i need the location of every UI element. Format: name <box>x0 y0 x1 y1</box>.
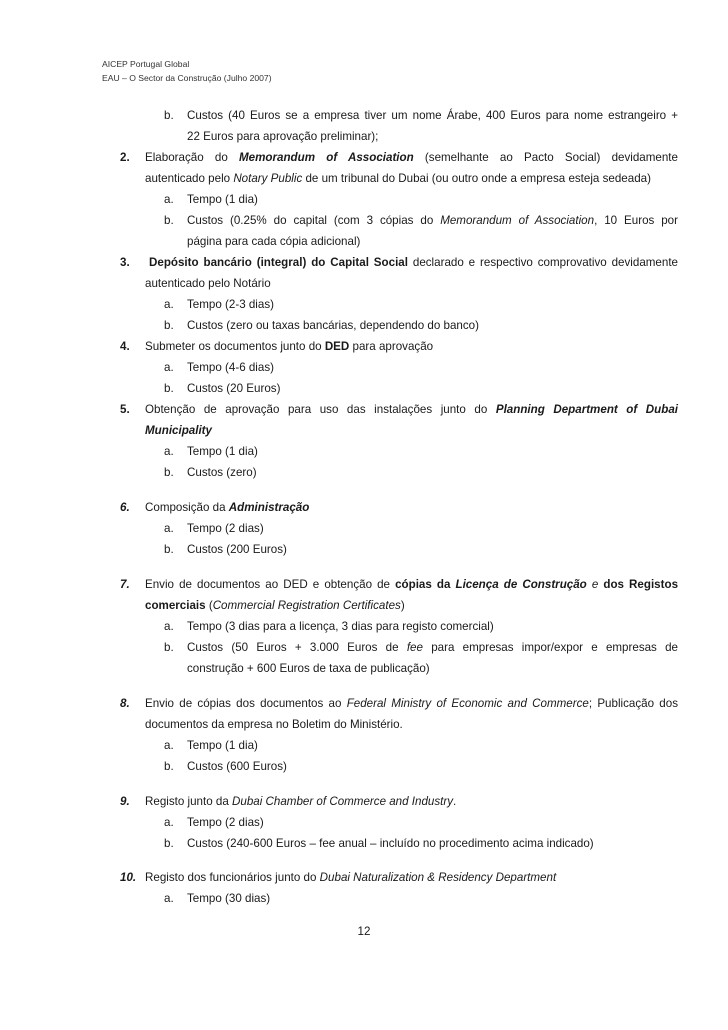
item-number: 6. <box>120 501 130 514</box>
item-text: Registo dos funcionários junto do Dubai Naturalization & Residency Department <box>145 871 557 884</box>
item-text: Obtenção de aprovação para uso das instalações junto do Planning Department of Dubai <box>145 403 678 416</box>
item-text: Envio de documentos ao DED e obtenção de cópias da Licença de Construção e dos Registos <box>145 578 679 591</box>
page-number: 12 <box>357 925 371 938</box>
sub-letter: b. <box>164 109 174 122</box>
sub-text: Custos (40 Euros se a empresa tiver um nome Árabe, 400 Euros para nome estrangeiro + <box>187 109 678 122</box>
item-text: Depósito bancário (integral) do Capital Social declarado e respectivo comprovativo devidamente <box>149 256 678 269</box>
header-organization: AICEP Portugal Global <box>102 59 190 69</box>
item-text: Submeter os documentos junto do DED para aprovação <box>145 340 434 353</box>
document-page: AICEP Portugal Global EAU – O Sector da Construção (Julho 2007) b. Custos (40 Euros se a empresa tiver um nome Árabe, 400 Euros para nome estrangeiro + 22 Euros para aprovação preliminar); 2. Elaboração do Memorandum of Association (semelhante ao Pacto Social) devidamente autenticado pelo Notary Public de um tribunal do Dubai (ou outro onde a empresa esteja sedeada) a. Tempo (1 dia) b. Custos (0.25% do capital (com 3 cópias do Memorandum of Association, 10 Euros por página para cada cópia adicional) 3. Depósito bancário (integral) do Capital Social declarado e respectivo comprovativo devidamente autenticado pelo Notário a. Tempo (2-3 dias) b. Custos (zero ou taxas bancárias, dependendo do banco) 4. Submeter os documentos junto do DED para aprovação a. Tempo (4-6 dias) b. Custos (20 Euros) 5. Obtenção de aprovação para uso das instalações junto do Planning Department of Dubai Municipality a. Tempo (1 dia) b. Custos (zero) 6. Composição da Administração a. Tempo (2 dias) b. Custos (200 Euros) 7. Envio de documentos ao DED e obtenção de cópias da Licença de Construção e dos Registos comerciais (Commercial Registration Certificates) a. Tempo (3 dias para a licença, 3 dias para registo comercial) b. Custos (50 Euros + 3.000 Euros de fee para empresas impor/expor e empresas de construção + 600 Euros de taxa de publicação) 8. Envio de cópias dos documentos ao Federal Ministry of Economic and Commerce; Publicação dos documentos da empresa no Boletim do Ministério. a. Tempo (1 dia) b. Custos (600 Euros) 9. Registo junto da Dubai Chamber of Commerce and Industry. a. Tempo (2 dias) b. Custos (240-600 Euros – fee anual – incluído no procedimento acima indicado) 10. Registo dos funcionários junto do Dubai Naturalization & Residency Department a. Tempo (30 dias) 12 <box>0 0 728 1030</box>
item-text: Composição da Administração <box>145 501 310 514</box>
item-number: 3. <box>120 256 130 269</box>
item-text: Envio de cópias dos documentos ao Federal Ministry of Economic and Commerce; Publicação dos <box>145 697 678 710</box>
item-number: 10. <box>120 871 137 884</box>
item-number: 8. <box>120 697 130 710</box>
header-report-title: EAU – O Sector da Construção (Julho 2007) <box>102 73 272 83</box>
item-number: 4. <box>120 340 130 353</box>
item-number: 7. <box>120 578 130 591</box>
item-text: Registo junto da Dubai Chamber of Commerce and Industry. <box>145 795 457 808</box>
item-number: 5. <box>120 403 130 416</box>
item-number: 2. <box>120 151 130 164</box>
item-text: Elaboração do Memorandum of Association (semelhante ao Pacto Social) devidamente <box>145 151 678 164</box>
item-number: 9. <box>120 795 130 808</box>
